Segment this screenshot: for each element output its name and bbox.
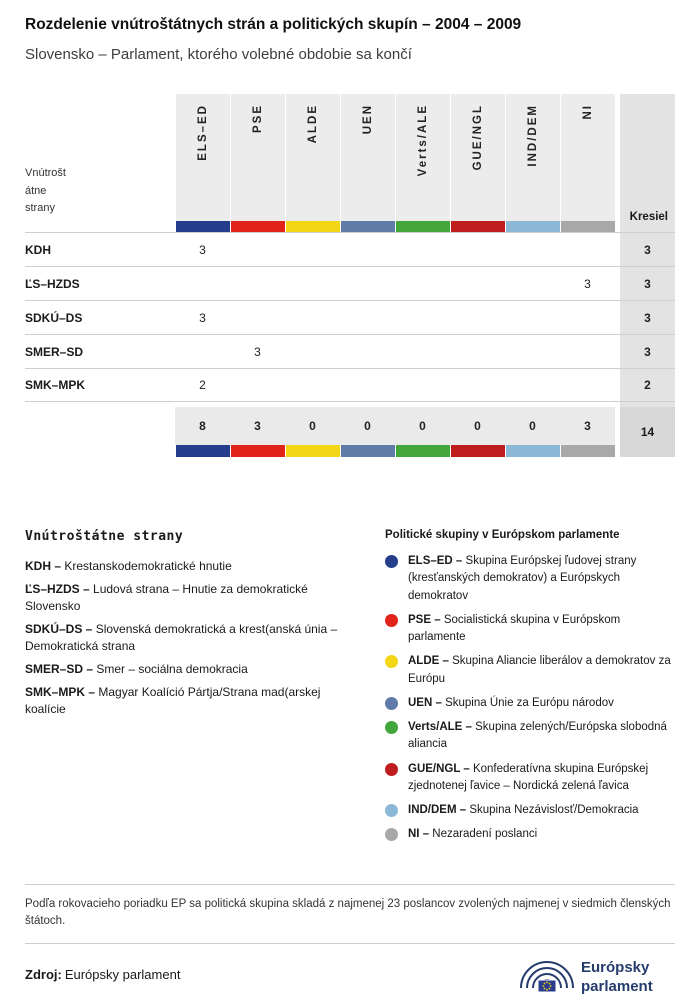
totals-value-cell: 3 bbox=[230, 407, 285, 445]
seats-column-label: Kresiel bbox=[629, 211, 668, 223]
row-seats-cell: 3 bbox=[620, 232, 675, 266]
seat-count-cell: 3 bbox=[230, 334, 285, 368]
group-abbr: ELS–ED – bbox=[408, 555, 466, 567]
seat-count-cell bbox=[285, 232, 340, 266]
totals-color-bar bbox=[340, 445, 395, 457]
party-row-label: SDKÚ–DS bbox=[25, 300, 175, 334]
group-label: PSE bbox=[252, 104, 264, 134]
logo-line1: Európsky bbox=[581, 958, 650, 976]
group-column-header bbox=[285, 94, 340, 221]
seat-count-cell: 2 bbox=[175, 368, 230, 402]
party-legend-item: ĽS–HZDS – Ludová strana – Hnutie za demokratické Slovensko bbox=[25, 582, 308, 614]
seat-count-cell bbox=[395, 266, 450, 300]
group-legend-item: IND/DEM – Skupina Nezávislosť/Demokracia bbox=[385, 802, 675, 819]
political-groups-legend bbox=[385, 529, 675, 851]
totals-value-cell: 0 bbox=[505, 407, 560, 445]
group-color-dot bbox=[385, 721, 398, 734]
seat-count-cell bbox=[175, 334, 230, 368]
seat-count-cell bbox=[560, 300, 615, 334]
totals-value-cell: 0 bbox=[450, 407, 505, 445]
group-color-dot bbox=[385, 763, 398, 776]
party-row-label: SMER–SD bbox=[25, 334, 175, 368]
group-column-header bbox=[450, 94, 505, 221]
political-groups-legend-items bbox=[385, 553, 675, 844]
totals-color-bar bbox=[450, 445, 505, 457]
seat-count-cell bbox=[395, 368, 450, 402]
party-legend-item: SMER–SD – Smer – sociálna demokracia bbox=[25, 662, 248, 677]
european-parliament-logo bbox=[515, 950, 675, 1000]
national-parties-legend-items bbox=[25, 558, 370, 718]
political-groups-legend-title: Politické skupiny v Európskom parlamente bbox=[385, 529, 620, 541]
seat-count-cell bbox=[450, 232, 505, 266]
seat-count-cell: 3 bbox=[175, 300, 230, 334]
group-label: NI bbox=[582, 104, 594, 120]
group-legend-item: PSE – Socialistická skupina v Európskom parlamente bbox=[385, 612, 675, 647]
group-legend-item: ALDE – Skupina Aliancie liberálov a demokratov za Európu bbox=[385, 653, 675, 688]
totals-value-cell: 0 bbox=[340, 407, 395, 445]
totals-value-cell: 0 bbox=[285, 407, 340, 445]
seat-count-cell bbox=[230, 300, 285, 334]
seat-count-cell bbox=[560, 232, 615, 266]
row-seats-cell: 3 bbox=[620, 266, 675, 300]
group-color-dot bbox=[385, 614, 398, 627]
group-abbr: IND/DEM – bbox=[408, 804, 470, 816]
group-abbr: NI – bbox=[408, 828, 433, 841]
totals-value-cell: 0 bbox=[395, 407, 450, 445]
national-parties-legend-title: Vnútroštátne strany bbox=[25, 529, 184, 544]
totals-color-bar bbox=[505, 445, 560, 457]
seat-count-cell bbox=[285, 368, 340, 402]
group-color-bar bbox=[175, 221, 230, 232]
group-legend-item: Verts/ALE – Skupina zelených/Európska slobodná aliancia bbox=[385, 719, 675, 754]
party-legend-item: SMK–MPK – Magyar Koalíció Pártja/Strana mad(arskej koalície bbox=[25, 685, 321, 717]
seat-count-cell bbox=[505, 300, 560, 334]
group-column-header bbox=[340, 94, 395, 221]
party-row-label: ĽS–HZDS bbox=[25, 266, 175, 300]
group-color-dot bbox=[385, 804, 398, 817]
group-abbr: ALDE – bbox=[408, 655, 453, 668]
group-column-header bbox=[560, 94, 615, 221]
logo-line2: parlament bbox=[581, 977, 653, 995]
group-abbr: GUE/NGL – bbox=[408, 762, 473, 775]
seat-count-cell bbox=[340, 300, 395, 334]
group-color-bar bbox=[560, 221, 615, 232]
group-label: ELS–ED bbox=[197, 104, 209, 161]
totals-seats-cell: 14 bbox=[620, 407, 675, 457]
group-legend-item: UEN – Skupina Únie za Európu národov bbox=[385, 695, 675, 712]
page-subtitle: Slovensko – Parlament, ktorého volebné obdobie sa končí bbox=[25, 46, 412, 63]
seat-count-cell bbox=[505, 232, 560, 266]
totals-color-bar bbox=[175, 445, 230, 457]
totals-label-cell bbox=[25, 407, 175, 445]
seat-count-cell bbox=[340, 232, 395, 266]
group-legend-item: ELS–ED – Skupina Európskej ľudovej strany (kresťanských demokratov) a Európskych demokratov bbox=[385, 553, 675, 605]
seat-count-cell bbox=[560, 334, 615, 368]
source-line bbox=[25, 967, 180, 982]
group-column-header bbox=[230, 94, 285, 221]
group-abbr: Verts/ALE – bbox=[408, 721, 476, 733]
group-color-dot bbox=[385, 655, 398, 668]
legend-section bbox=[25, 529, 675, 851]
seat-count-cell bbox=[560, 368, 615, 402]
group-color-bar bbox=[505, 221, 560, 232]
seat-count-cell: 3 bbox=[175, 232, 230, 266]
group-color-bar bbox=[285, 221, 340, 232]
seat-count-cell bbox=[340, 368, 395, 402]
group-color-dot bbox=[385, 555, 398, 568]
seat-count-cell bbox=[505, 266, 560, 300]
seat-count-cell bbox=[285, 300, 340, 334]
group-column-header bbox=[395, 94, 450, 221]
seat-count-cell: 3 bbox=[560, 266, 615, 300]
group-color-bar bbox=[450, 221, 505, 232]
party-row-label: SMK–MPK bbox=[25, 368, 175, 402]
group-column-header bbox=[505, 94, 560, 221]
group-color-bar bbox=[230, 221, 285, 232]
page-title: Rozdelenie vnútroštátnych strán a politických skupín – 2004 – 2009 bbox=[25, 16, 522, 33]
totals-value-cell: 8 bbox=[175, 407, 230, 445]
group-legend-item: GUE/NGL – Konfederatívna skupina Európskej zjednotenej ľavice – Nordická zelená ľavica bbox=[385, 761, 675, 796]
party-legend-item: SDKÚ–DS – Slovenská demokratická a krest(anská únia – Demokratická strana bbox=[25, 622, 338, 654]
seats-column-header bbox=[620, 94, 675, 232]
party-abbr: SDKÚ–DS – bbox=[25, 622, 96, 637]
seat-count-cell bbox=[395, 334, 450, 368]
group-label: Verts/ALE bbox=[417, 104, 429, 177]
row-seats-cell: 3 bbox=[620, 300, 675, 334]
group-color-dot bbox=[385, 828, 398, 841]
seat-count-cell bbox=[450, 368, 505, 402]
seat-count-cell bbox=[505, 334, 560, 368]
party-abbr: KDH – bbox=[25, 559, 65, 573]
footer bbox=[25, 884, 675, 1000]
group-label: IND/DEM bbox=[527, 104, 539, 167]
footnote: Podľa rokovacieho poriadku EP sa politická skupina skladá z najmenej 23 poslancov zvolených najmenej v siedmich členských štátoch. bbox=[25, 884, 675, 944]
group-color-bar bbox=[395, 221, 450, 232]
seat-count-cell bbox=[285, 334, 340, 368]
national-parties-legend bbox=[25, 529, 370, 851]
eu-flag-icon bbox=[538, 980, 556, 992]
totals-color-bar bbox=[230, 445, 285, 457]
source-text: Európsky parlament bbox=[64, 967, 181, 982]
totals-value-cell: 3 bbox=[560, 407, 615, 445]
source-row bbox=[25, 950, 675, 1000]
seat-count-cell bbox=[340, 334, 395, 368]
seat-count-cell bbox=[175, 266, 230, 300]
seat-count-cell bbox=[505, 368, 560, 402]
group-abbr: UEN – bbox=[408, 696, 446, 709]
seat-count-cell bbox=[340, 266, 395, 300]
seat-count-cell bbox=[285, 266, 340, 300]
group-abbr: PSE – bbox=[408, 613, 444, 626]
party-abbr: ĽS–HZDS – bbox=[25, 582, 94, 597]
party-legend-item: KDH – Krestanskodemokratické hnutie bbox=[25, 559, 232, 573]
group-label: UEN bbox=[362, 104, 374, 135]
totals-color-bar bbox=[285, 445, 340, 457]
totals-color-bar bbox=[560, 445, 615, 457]
group-legend-item: NI – Nezaradení poslanci bbox=[385, 826, 675, 843]
group-label: GUE/NGL bbox=[472, 104, 484, 171]
seat-count-cell bbox=[230, 232, 285, 266]
party-abbr: SMK–MPK – bbox=[25, 685, 99, 700]
seat-count-cell bbox=[450, 334, 505, 368]
seat-count-cell bbox=[450, 266, 505, 300]
group-color-bar bbox=[340, 221, 395, 232]
party-abbr: SMER–SD – bbox=[25, 662, 97, 677]
seat-count-cell bbox=[395, 232, 450, 266]
seat-count-cell bbox=[395, 300, 450, 334]
party-row-label: KDH bbox=[25, 232, 175, 266]
seats-table bbox=[25, 94, 675, 457]
row-axis-label-cell bbox=[25, 94, 175, 232]
source-label: Zdroj: bbox=[25, 967, 62, 982]
seat-count-cell bbox=[450, 300, 505, 334]
row-axis-label: Vnútrošt átne strany bbox=[25, 167, 66, 215]
seat-count-cell bbox=[230, 368, 285, 402]
group-color-dot bbox=[385, 697, 398, 710]
group-column-header bbox=[175, 94, 230, 221]
row-seats-cell: 3 bbox=[620, 334, 675, 368]
row-seats-cell: 2 bbox=[620, 368, 675, 402]
seat-count-cell bbox=[230, 266, 285, 300]
totals-color-bar bbox=[395, 445, 450, 457]
group-label: ALDE bbox=[307, 104, 319, 144]
